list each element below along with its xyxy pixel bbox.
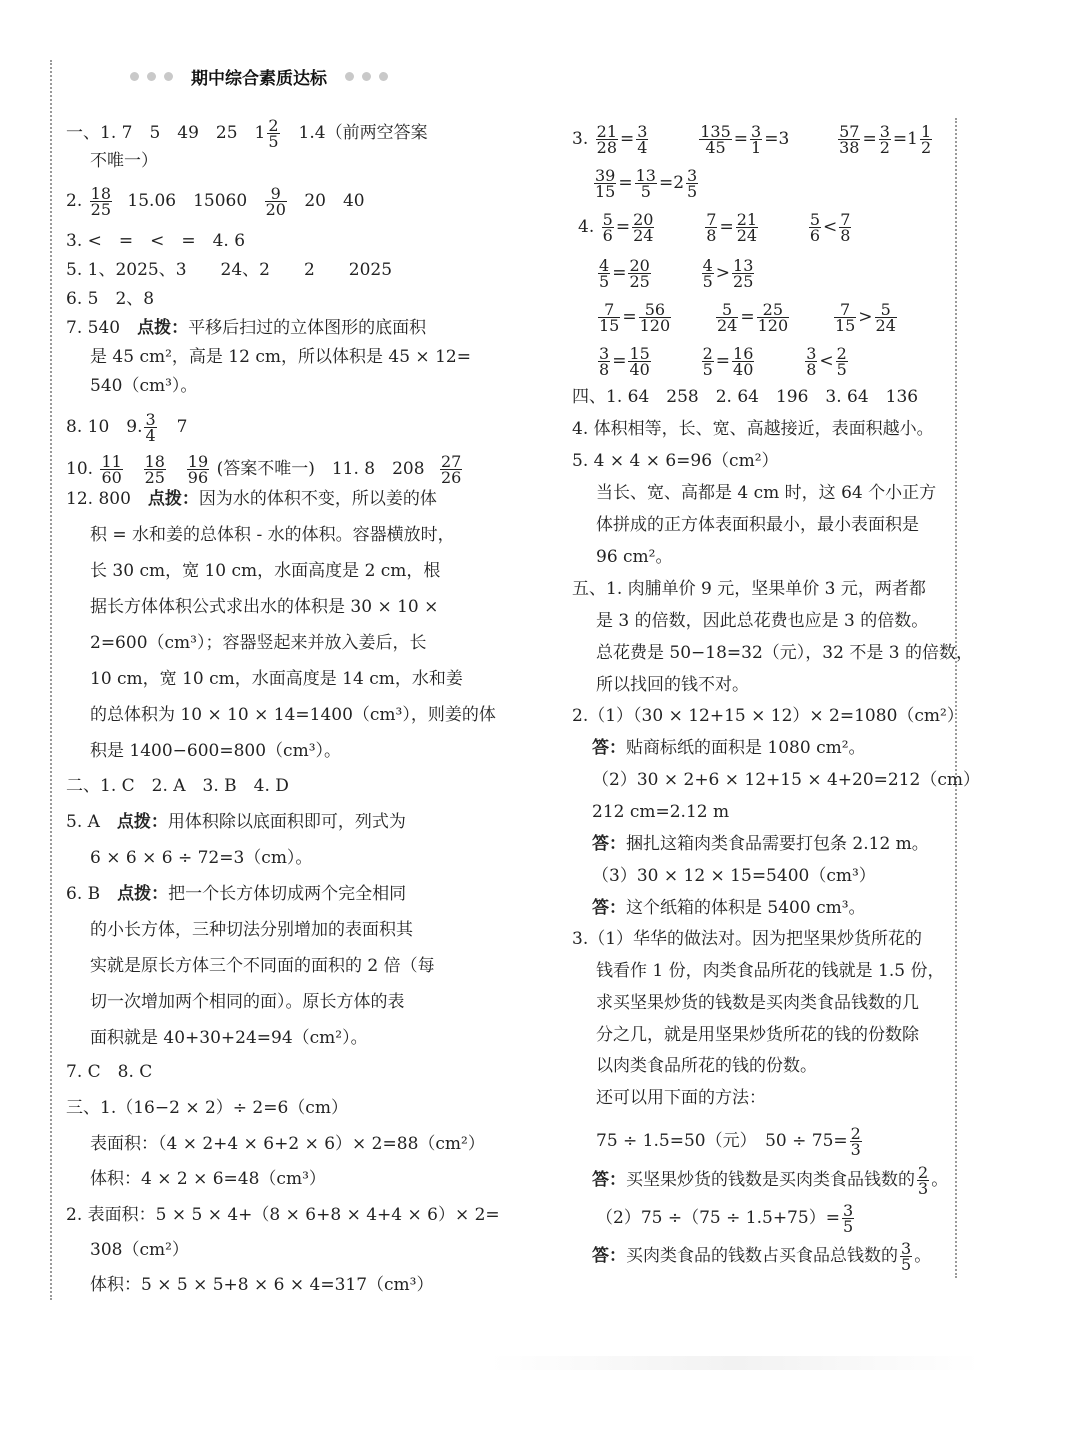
answer-1-7: 7. 540 点拨：平移后扫过的立体图形的底面积 xyxy=(66,318,427,338)
answer-1-8: 8. 10 9. $\frac{3}{4}$ 7 xyxy=(66,410,188,445)
text-line: 以肉类食品所花的钱的份数。 xyxy=(596,1056,817,1076)
answer-1-3: 3. < = < = 4. 6 xyxy=(66,231,246,251)
dot-icon xyxy=(130,72,139,81)
fraction: $\frac{18}{25}$ xyxy=(90,184,111,219)
fraction: $\frac{18}{25}$ xyxy=(144,452,165,487)
answer-5-3-calc: 75 ÷ 1.5=50（元） 50 ÷ 75= $\frac{2}{3}$ xyxy=(596,1124,861,1159)
text-line: 10 cm，宽 10 cm，水面高度是 14 cm，水和姜 xyxy=(90,669,463,689)
text-line: 积 = 水和姜的总体积 - 水的体积。容器横放时， xyxy=(90,525,455,545)
text-line: 还可以用下面的方法： xyxy=(596,1088,766,1108)
answer-5-2: 2.（1）（30 × 12+15 × 12）× 2=1080（cm²） xyxy=(572,706,964,726)
text-line: 据长方体体积公式求出水的体积是 30 × 10 × xyxy=(90,597,439,617)
answer-1-12: 12. 800 点拨：因为水的体积不变，所以姜的体 xyxy=(66,489,437,509)
answer-1-7-line2: 是 45 cm²，高是 12 cm，所以体积是 45 × 12= xyxy=(90,347,471,367)
text-line: 体积：5 × 5 × 5+8 × 6 × 4=317（cm³） xyxy=(90,1275,434,1295)
text-line: 是 3 的倍数，因此总花费也应是 3 的倍数。 xyxy=(596,611,929,631)
fraction: $\frac{27}{26}$ xyxy=(440,452,462,487)
text-line: 积是 1400−600=800（cm³）。 xyxy=(90,741,342,761)
answer-1-2: 2. $\frac{18}{25}$ 15.06 15060 $\frac{9}{20}$ 20 40 xyxy=(66,184,365,219)
answer-r4-row1: 4. $\frac{5}{6}$ = $\frac{20}{24}$ $\frac{7}{8}$ = $\frac{21}{24}$ $\frac{5}{6}$ < $\frac{7}{8}$ xyxy=(578,210,851,245)
answer-5-2-ans3: 答：这个纸箱的体积是 5400 cm³。 xyxy=(592,898,866,918)
text-line: （3）30 × 12 × 15=5400（cm³） xyxy=(592,866,876,886)
text-line: 切一次增加两个相同的面）。原长方体的表 xyxy=(90,992,405,1012)
answer-2-5: 5. A 点拨：用体积除以底面积即可，列式为 xyxy=(66,812,406,832)
fraction: $\frac{11}{60}$ xyxy=(101,452,122,487)
text-line: 所以找回的钱不对。 xyxy=(596,675,749,695)
answer-2-6: 6. B 点拨：把一个长方体切成两个完全相同 xyxy=(66,884,407,904)
fraction: $\frac{2}{5}$ xyxy=(268,116,279,151)
page-title: 期中综合素质达标 xyxy=(191,69,327,89)
fraction: $\frac{3}{4}$ xyxy=(145,410,156,445)
text-line: 表面积：（4 × 2+4 × 6+2 × 6）× 2=88（cm²） xyxy=(90,1134,485,1154)
answer-1-10: 10. $\frac{11}{60}$ $\frac{18}{25}$ $\frac{19}{96}$ (答案不唯一) 11. 8 208 $\frac{27}{26}$ xyxy=(66,452,462,487)
text-line: 钱看作 1 份，肉类食品所花的钱就是 1.5 份， xyxy=(596,961,945,981)
text-line: 体拼成的正方体表面积最小，最小表面积是 xyxy=(596,515,919,535)
answer-5-2-ans1: 答：贴商标纸的面积是 1080 cm²。 xyxy=(592,738,866,758)
dot-icon xyxy=(147,72,156,81)
text-line: 体积：4 × 2 × 6=48（cm³） xyxy=(90,1169,326,1189)
text-line: 当长、宽、高都是 4 cm 时，这 64 个小正方 xyxy=(596,483,937,503)
answer-1-7-line3: 540（cm³）。 xyxy=(90,376,198,396)
text-line: （2）30 × 2+6 × 12+15 × 4+20=212（cm） xyxy=(592,770,981,790)
answer-3-1: 三、1.（16−2 × 2）÷ 2=6（cm） xyxy=(66,1098,348,1118)
answer-r4-row3: $\frac{7}{15}$ = $\frac{56}{120}$ $\frac{5}{24}$ = $\frac{25}{120}$ $\frac{7}{15}$ > $\frac{5}{24}$ xyxy=(599,300,896,335)
fraction: $\frac{19}{96}$ xyxy=(187,452,209,487)
text-line: 96 cm²。 xyxy=(596,547,673,567)
answer-r4-row2: $\frac{4}{5}$ = $\frac{20}{25}$ $\frac{4}{5}$ > $\frac{13}{25}$ xyxy=(599,256,754,291)
answer-5-3: 3.（1）华华的做法对。因为把坚果炒货所花的 xyxy=(572,929,923,949)
answer-1-1: 一、1. 7 5 49 25 1 $\frac{2}{5}$ 1.4（前两空答案 xyxy=(66,116,428,151)
right-margin-rule xyxy=(955,118,957,1278)
answer-1-6: 6. 5 2、8 xyxy=(66,289,155,309)
answer-1-5: 5. 1、2025、3 24、2 2 2025 xyxy=(66,260,393,280)
text-line: 面积就是 40+30+24=94（cm²）。 xyxy=(90,1028,368,1048)
answer-2-1: 二、1. C 2. A 3. B 4. D xyxy=(66,776,289,796)
dot-icon xyxy=(345,72,354,81)
text-line: 实就是原长方体三个不同面的面积的 2 倍（每 xyxy=(90,956,435,976)
text-line: 求买坚果炒货的钱数是买肉类食品钱数的几 xyxy=(596,993,919,1013)
answer-5-2-ans2: 答：捆扎这箱肉类食品需要打包条 2.12 m。 xyxy=(592,834,929,854)
answer-r4-row4: $\frac{3}{8}$ = $\frac{15}{40}$ $\frac{2}{5}$ = $\frac{16}{40}$ $\frac{3}{8}$ < $\frac{2}{5}$ xyxy=(599,344,847,379)
answer-r3: 3. $\frac{21}{28}$ = $\frac{3}{4}$ $\frac{135}{45}$ = $\frac{3}{1}$ =3 $\frac{57}{38}$ = $\frac{3}{2}$ =1 $\frac{1}{2}$ xyxy=(572,122,932,157)
answer-4-1: 四、1. 64 258 2. 64 196 3. 64 136 xyxy=(572,387,919,407)
page-header xyxy=(130,64,388,89)
answer-5-1: 五、1. 肉脯单价 9 元，坚果单价 3 元，两者都 xyxy=(572,579,926,599)
text-line: 分之几，就是用坚果炒货所花的钱的份数除 xyxy=(596,1025,919,1045)
text-line: 2=600（cm³）；容器竖起来并放入姜后，长 xyxy=(90,633,427,653)
dot-icon xyxy=(362,72,371,81)
text-line: 212 cm=2.12 m xyxy=(592,802,730,822)
text-line: 长 30 cm，宽 10 cm，水面高度是 2 cm，根 xyxy=(90,561,441,581)
answer-2-7: 7. C 8. C xyxy=(66,1062,153,1082)
text-line: 308（cm²） xyxy=(90,1240,189,1260)
text-line: 的小长方体，三种切法分别增加的表面积其 xyxy=(90,920,413,940)
dot-icon xyxy=(164,72,173,81)
answer-r3b: $\frac{39}{15}$ = $\frac{13}{5}$ =2 $\frac{3}{5}$ xyxy=(595,166,698,201)
scan-shadow xyxy=(490,1356,980,1370)
text-line: 总花费是 50−18=32（元），32 不是 3 的倍数， xyxy=(596,643,973,663)
left-margin-rule xyxy=(50,60,52,1300)
answer-4-5: 5. 4 × 4 × 6=96（cm²） xyxy=(572,451,779,471)
text-line: 6 × 6 × 6 ÷ 72=3（cm）。 xyxy=(90,848,313,868)
answer-1-1-cont: 不唯一） xyxy=(90,151,158,171)
answer-5-3-ans1: 答：买坚果炒货的钱数是买肉类食品钱数的 $\frac{2}{3}$ 。 xyxy=(592,1163,949,1198)
dot-icon xyxy=(379,72,388,81)
answer-3-2: 2. 表面积：5 × 5 × 4+（8 × 6+8 × 4+4 × 6）× 2= xyxy=(66,1205,500,1225)
fraction: $\frac{9}{20}$ xyxy=(265,184,286,219)
text-line: 的总体积为 10 × 10 × 14=1400（cm³），则姜的体 xyxy=(90,705,496,725)
answer-4-4: 4. 体积相等，长、宽、高越接近，表面积越小。 xyxy=(572,419,934,439)
answer-5-3-ans2: 答：买肉类食品的钱数占买食品总钱数的 $\frac{3}{5}$ 。 xyxy=(592,1239,932,1274)
answer-5-3-2: （2）75 ÷（75 ÷ 1.5+75）= $\frac{3}{5}$ xyxy=(596,1201,854,1236)
